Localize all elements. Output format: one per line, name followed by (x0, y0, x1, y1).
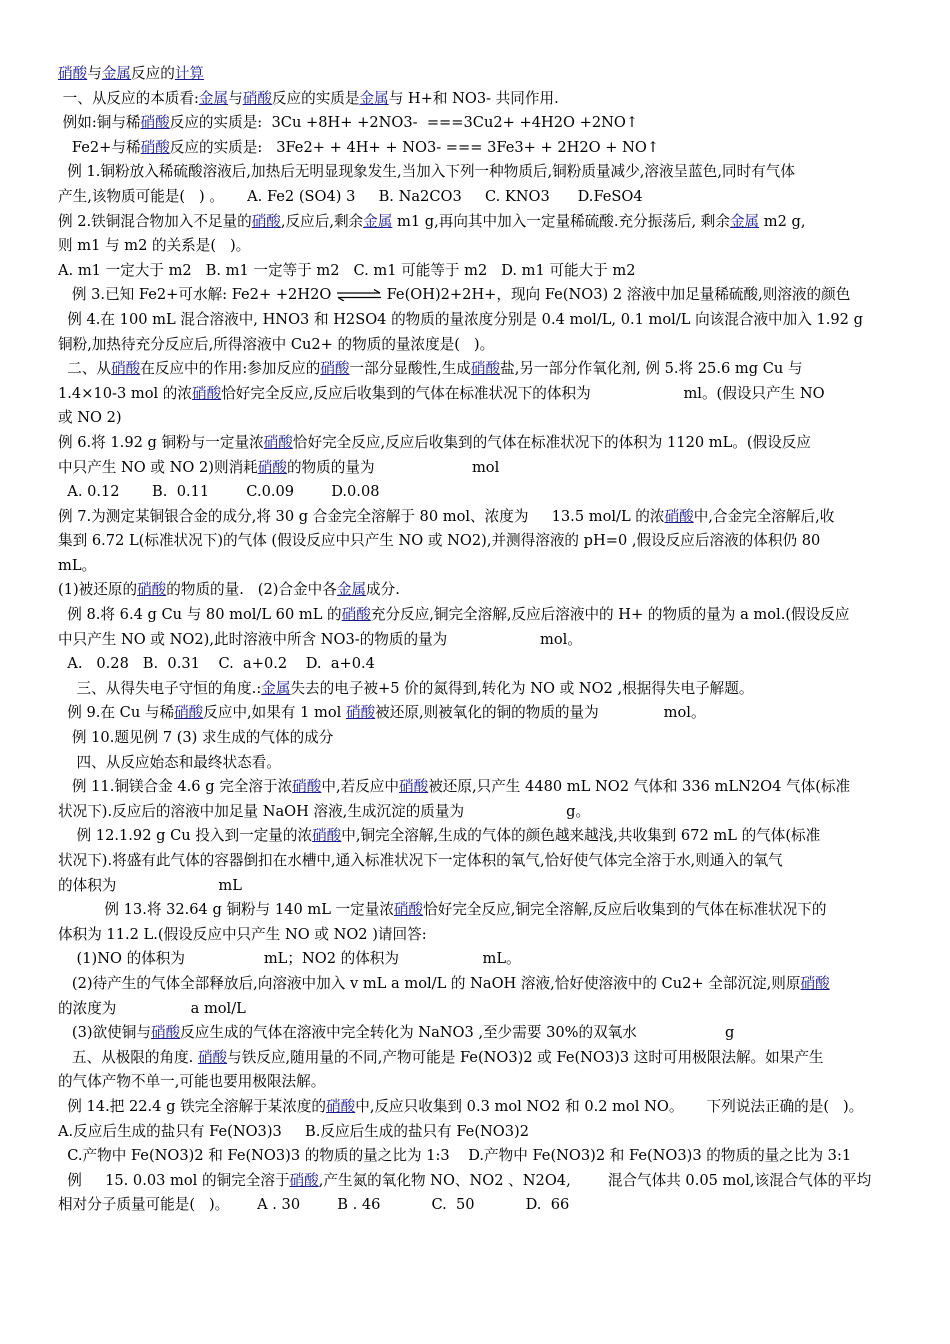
keyword-link[interactable]: 硝酸 (140, 114, 170, 132)
keyword-link[interactable]: 金属 (261, 679, 291, 697)
text-line: 例 1.铜粉放入稀硫酸溶液后,加热后无明显现象发生,当加入下列一种物质后,铜粉质量减少,溶液呈蓝色,同时有气体 (58, 163, 795, 181)
text-line: 一、从反应的本质看:金属与硝酸反应的实质是金属与 H+和 NO3- 共同作用. (58, 89, 559, 107)
text-line: 四、从反应始态和最终状态看。 (58, 753, 281, 771)
keyword-link[interactable]: 硝酸 (292, 778, 322, 796)
keyword-link[interactable]: 硝酸 (289, 1171, 319, 1189)
text-line: (1)NO 的体积为 mL；NO2 的体积为 mL。 (58, 950, 521, 968)
text-line: 体积为 11.2 L.(假设反应中只产生 NO 或 NO2 )请回答: (58, 925, 427, 943)
text-line: 例 15. 0.03 mol 的铜完全溶于硝酸,产生氮的氧化物 NO、NO2 、N2O4, 混合气体共 0.05 mol,该混合气体的平均 (58, 1171, 872, 1189)
text-line: 例如:铜与稀硝酸反应的实质是: 3Cu +8H+ +2NO3- ===3Cu2+ +4H2O +2NO↑ (58, 114, 639, 132)
keyword-link[interactable]: 硝酸 (140, 138, 170, 156)
keyword-link[interactable]: 硝酸 (312, 827, 342, 845)
text-line: (2)待产生的气体全部释放后,向溶液中加入 v mL a mol/L 的 NaOH 溶液,恰好使溶液中的 Cu2+ 全部沉淀,则原硝酸 (58, 974, 830, 992)
text-line: 例 4.在 100 mL 混合溶液中, HNO3 和 H2SO4 的物质的量浓度分别是 0.4 mol/L, 0.1 mol/L 向该混合液中加入 1.92 g (58, 310, 863, 328)
text-line: 例 7.为测定某铜银合金的成分,将 30 g 合金完全溶解于 80 mol、浓度为 13.5 mol/L 的浓硝酸中,合金完全溶解后,收 (58, 507, 835, 525)
keyword-link[interactable]: 硝酸 (341, 606, 371, 624)
text-line: A. 0.12 B. 0.11 C.0.09 D.0.08 (58, 483, 380, 501)
text-line: (1)被还原的硝酸的物质的量. (2)合金中各金属成分. (58, 581, 400, 599)
keyword-link[interactable]: 硝酸 (800, 974, 830, 992)
keyword-link[interactable]: 硝酸 (197, 1048, 228, 1066)
text-line: A.反应后生成的盐只有 Fe(NO3)3 B.反应后生成的盐只有 Fe(NO3)2 (58, 1122, 530, 1140)
text-line: 产生,该物质可能是( ) 。 A. Fe2 (SO4) 3 B. Na2CO3 C. KNO3 D.FeSO4 (58, 187, 643, 205)
keyword-link[interactable]: 硝酸 (398, 778, 429, 796)
text-line: 状况下).将盛有此气体的容器倒扣在水槽中,通入标准状况下一定体积的氧气,恰好使气体完全溶于水,则通入的氧气 (58, 852, 783, 869)
text-line: 例 14.把 22.4 g 铁完全溶解于某浓度的硝酸中,反应只收集到 0.3 mol NO2 和 0.2 mol NO。 下列说法正确的是( )。 (58, 1097, 864, 1115)
keyword-link[interactable]: 计算 (174, 65, 205, 82)
text-line: 的气体产物不单一,可能也要用极限法解。 (58, 1073, 326, 1091)
text-line: 状况下).反应后的溶液中加足量 NaOH 溶液,生成沉淀的质量为 g。 (58, 802, 591, 820)
keyword-link[interactable]: 硝酸 (58, 65, 88, 82)
keyword-link[interactable]: 硝酸 (251, 212, 281, 230)
text-line: A. m1 一定大于 m2 B. m1 一定等于 m2 C. m1 可能等于 m2 D. m1 可能大于 m2 (58, 261, 636, 279)
text-line: 集到 6.72 L(标准状况下)的气体 (假设反应中只产生 NO 或 NO2),并测得溶液的 pH=0 ,假设反应后溶液的体积仍 80 (58, 532, 821, 550)
text-line: 1.4×10-3 mol 的浓硝酸恰好完全反应,反应后收集到的气体在标准状况下的体积为 ml。(假设只产生 NO (58, 384, 825, 402)
keyword-link[interactable]: 硝酸 (320, 360, 350, 378)
page-title: 硝酸与金属反应的计算 (58, 65, 205, 82)
text-line: 或 NO 2) (58, 409, 122, 427)
text-line: 例 2.铁铜混合物加入不足量的硝酸,反应后,剩余金属 m1 g,再向其中加入一定量稀硫酸.充分振荡后, 剩余金属 m2 g, (58, 212, 806, 230)
text-line: 的浓度为 a mol/L (58, 999, 246, 1017)
text-line: 例 12.1.92 g Cu 投入到一定量的浓硝酸中,铜完全溶解,生成的气体的颜色越来越浅,共收集到 672 mL 的气体(标准 (58, 827, 821, 845)
keyword-link[interactable]: 硝酸 (174, 704, 204, 722)
keyword-link[interactable]: 硝酸 (137, 581, 167, 599)
keyword-link[interactable]: 硝酸 (326, 1097, 356, 1115)
keyword-link[interactable]: 金属 (198, 89, 229, 107)
text-line: A. 0.28 B. 0.31 C. a+0.2 D. a+0.4 (58, 655, 375, 673)
text-line: C.产物中 Fe(NO3)2 和 Fe(NO3)3 的物质的量之比为 1:3 D.产物中 Fe(NO3)2 和 Fe(NO3)3 的物质的量之比为 3:1 (58, 1147, 852, 1165)
keyword-link[interactable]: 金属 (101, 65, 132, 82)
keyword-link[interactable]: 金属 (363, 212, 393, 230)
text-line: 的体积为 mL (58, 876, 242, 894)
text-line: 三、从得失电子守恒的角度.:金属失去的电子被+5 价的氮得到,转化为 NO 或 NO2 ,根据得失电子解题。 (58, 679, 754, 697)
text-line: 例 13.将 32.64 g 铜粉与 140 mL 一定量浓硝酸恰好完全反应,铜完全溶解,反应后收集到的气体在标准状况下的 (58, 901, 827, 919)
text-line: 相对分子质量可能是( )。 A . 30 B . 46 C. 50 D. 66 (58, 1196, 570, 1214)
keyword-link[interactable]: 金属 (359, 89, 389, 107)
text-line: 例 8.将 6.4 g Cu 与 80 mol/L 60 mL 的硝酸充分反应,铜完全溶解,反应后溶液中的 H+ 的物质的量为 a mol.(假设反应 (58, 606, 850, 624)
text-line: Fe2+与稀硝酸反应的实质是: 3Fe2+ + 4H+ + NO3- === 3Fe3+ + 2H2O + NO↑ (58, 138, 660, 156)
text-line: 中只产生 NO 或 NO 2)则消耗硝酸的物质的量为 mol (58, 458, 500, 476)
keyword-link[interactable]: 金属 (729, 212, 760, 230)
text-line: 则 m1 与 m2 的关系是( )。 (58, 237, 251, 255)
keyword-link[interactable]: 硝酸 (111, 360, 141, 378)
text-line: 例 11.铜镁合金 4.6 g 完全溶于浓硝酸中,若反应中硝酸被还原,只产生 4480 mL NO2 气体和 336 mLN2O4 气体(标准 (58, 778, 851, 796)
keyword-link[interactable]: 硝酸 (345, 704, 376, 722)
keyword-link[interactable]: 硝酸 (470, 360, 501, 378)
text-line: (3)欲使铜与硝酸反应生成的气体在溶液中完全转化为 NaNO3 ,至少需要 30%的双氧水 g (58, 1024, 735, 1042)
text-line: 例 6.将 1.92 g 铜粉与一定量浓硝酸恰好完全反应,反应后收集到的气体在标准状况下的体积为 1120 mL。(假设反应 (58, 433, 811, 451)
keyword-link[interactable]: 硝酸 (263, 433, 293, 451)
keyword-link[interactable]: 金属 (336, 581, 367, 599)
text-line: 五、从极限的角度. 硝酸与铁反应,随用量的不同,产物可能是 Fe(NO3)2 或 Fe(NO3)3 这时可用极限法解。如果产生 (58, 1048, 824, 1066)
text-line: mL。 (58, 556, 97, 574)
text-line: 例 10.题见例 7 (3) 求生成的气体的成分 (58, 729, 334, 747)
document-body (58, 62, 894, 1218)
text-line: 二、从硝酸在反应中的作用:参加反应的硝酸一部分显酸性,生成硝酸盐,另一部分作氧化剂, 例 5.将 25.6 mg Cu 与 (58, 360, 803, 378)
text-line: 例 9.在 Cu 与稀硝酸反应中,如果有 1 mol 硝酸被还原,则被氧化的铜的物质的量为 mol。 (58, 704, 706, 722)
text-line: 中只产生 NO 或 NO2),此时溶液中所含 NO3-的物质的量为 mol。 (58, 630, 582, 648)
keyword-link[interactable]: 硝酸 (242, 89, 272, 107)
text-line: 例 3.已知 Fe2+可水解: Fe2+ +2H2O Fe(OH)2+2H+，现向 Fe(NO3) 2 溶液中加足量稀硫酸,则溶液的颜色 (58, 286, 851, 304)
keyword-link[interactable]: 硝酸 (664, 507, 694, 525)
equilibrium-arrow-icon (336, 286, 382, 303)
keyword-link[interactable]: 硝酸 (257, 458, 287, 476)
keyword-link[interactable]: 硝酸 (150, 1024, 181, 1042)
keyword-link[interactable]: 硝酸 (191, 384, 222, 402)
text-line: 铜粉,加热待充分反应后,所得溶液中 Cu2+ 的物质的量浓度是( )。 (58, 335, 495, 353)
keyword-link[interactable]: 硝酸 (393, 901, 424, 919)
